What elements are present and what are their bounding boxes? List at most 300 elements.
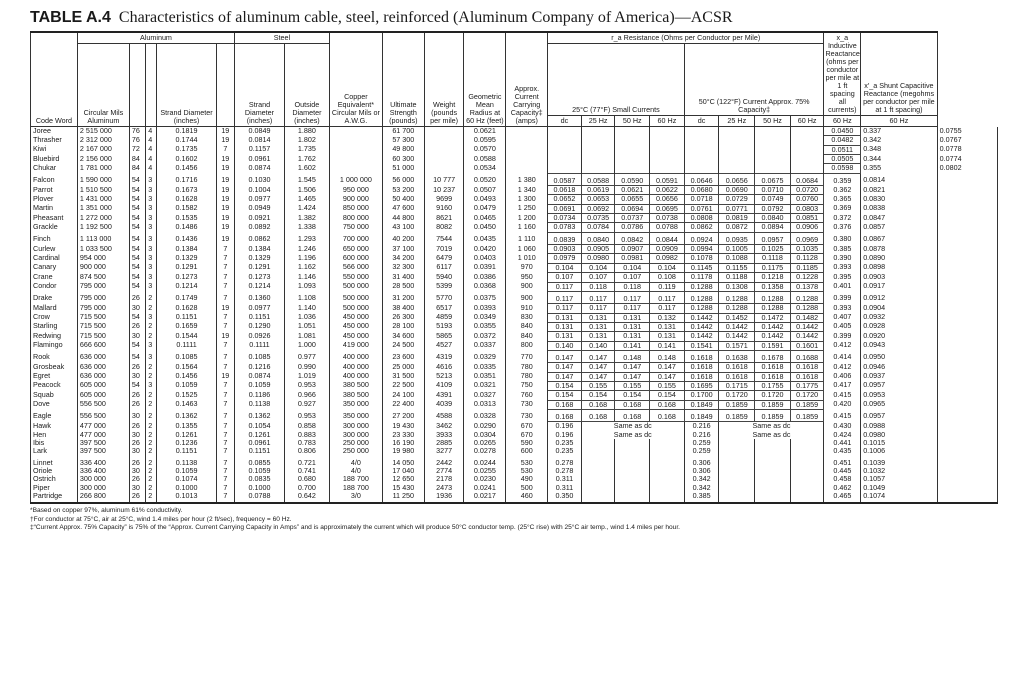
table-cell: 0.0957 [861,381,937,390]
table-cell: 2 [146,332,157,341]
table-cell: 2 [146,304,157,313]
table-row [31,145,998,154]
table-cell: 5770 [424,291,464,303]
table-cell: 72 [129,145,145,154]
table-cell: 54 [129,195,145,204]
table-cell: 84 [129,155,145,164]
table-cell: 0.680 [284,475,329,483]
table-cell [615,164,650,173]
table-cell: 0.147 [615,372,650,381]
table-cell: 0.104 [548,263,582,272]
table-cell: 0.0903 [548,245,582,254]
table-cell: 0.1456 [157,372,216,381]
table-cell [650,492,685,503]
table-cell: 0.0290 [464,422,506,431]
table-cell: 0.0313 [464,400,506,409]
table-cell: 7 [216,431,234,439]
code-word-cell: Grosbeak [31,363,78,372]
table-cell [615,127,650,136]
table-cell: 5865 [424,332,464,341]
table-cell: 0.0328 [464,409,506,421]
code-word-cell: Finch [31,232,78,244]
table-cell: 44 800 [382,214,424,223]
table-cell: 49 800 [382,145,424,154]
table-cell: 336 400 [77,456,129,467]
table-cell: 19 [216,186,234,195]
table-cell: 1.081 [284,332,329,341]
table-cell: 300 000 [329,422,382,431]
table-cell: 1 192 500 [77,223,129,232]
table-cell: 0.417 [824,381,861,390]
table-cell: 0.0375 [464,291,506,303]
table-cell: 1 200 [506,214,548,223]
table-cell: 54 [129,204,145,213]
table-cell: 30 [129,431,145,439]
table-cell: 0.1535 [157,214,216,223]
table-cell: 0.147 [615,363,650,372]
table-cell: 0.0368 [464,282,506,291]
table-caption: Characteristics of aluminum cable, steel, reinforced (Aluminum Company of America)—ACSR [118,9,733,26]
table-row [31,214,998,223]
table-cell: 419 000 [329,341,382,350]
table-cell: 7 [216,282,234,291]
table-cell: 0.168 [650,400,685,409]
table-cell: 0.1591 [755,341,791,350]
table-cell: 1.465 [284,195,329,204]
table-cell [937,456,997,467]
table-cell [548,127,582,136]
table-cell: 0.451 [824,456,861,467]
table-cell [650,127,685,136]
table-cell: 0.147 [548,372,582,381]
table-cell [790,439,824,447]
code-word-cell: Pheasant [31,214,78,223]
table-cell: 0.700 [284,484,329,492]
table-cell: 7 [216,422,234,431]
table-cell: 0.1288 [790,304,824,313]
table-cell: 0.1288 [790,291,824,303]
table-cell [937,332,997,341]
table-cell [937,195,997,204]
table-cell: 0.1178 [684,273,719,282]
table-cell: 0.0838 [861,204,937,213]
table-cell: 0.0588 [464,155,506,164]
table-cell: 0.1151 [157,313,216,322]
table-cell: 15 430 [382,484,424,492]
table-cell: 0.1291 [157,263,216,272]
table-cell: 0.1720 [719,391,755,400]
table-cell: 605 000 [77,381,129,390]
table-body [31,127,998,504]
table-cell: 0.0403 [464,254,506,263]
table-cell: 3462 [424,422,464,431]
table-cell: 0.0734 [548,214,582,223]
table-cell: 0.1059 [157,381,216,390]
table-cell: 0.0957 [755,232,791,244]
table-cell: 0.0847 [861,214,937,223]
table-cell: 0.0760 [790,195,824,204]
table-cell [755,447,791,455]
table-cell: 0.1059 [157,467,216,475]
table-cell: 0.927 [284,400,329,409]
table-cell: 0.0932 [861,313,937,322]
table-cell: 0.0391 [464,263,506,272]
table-cell: 34 600 [382,332,424,341]
table-cell: 0.0386 [464,273,506,282]
table-cell [937,304,997,313]
table-cell: 2 [146,409,157,421]
table-cell: 0.0950 [861,350,937,362]
table-cell [937,439,997,447]
table-cell: 0.1228 [790,273,824,282]
table-cell: 2 [146,422,157,431]
table-cell [581,127,615,136]
table-cell: 7 [216,350,234,362]
code-word-cell: Mallard [31,304,78,313]
table-cell [937,245,997,254]
table-cell: 0.118 [615,282,650,291]
table-cell [650,136,685,145]
table-cell: 0.117 [650,304,685,313]
table-cell: 26 [129,322,145,331]
table-cell [719,447,755,455]
table-cell: 0.1054 [235,422,285,431]
table-cell: 9699 [424,195,464,204]
table-cell: 0.1005 [719,245,755,254]
table-cell: 490 [506,475,548,483]
table-cell: 188 700 [329,484,382,492]
table-cell: 0.0656 [650,195,685,204]
table-cell: 24 500 [382,341,424,350]
table-cell: 7 [216,291,234,303]
table-cell: 0.131 [581,313,615,322]
table-cell: 3 [146,254,157,263]
table-cell [329,127,382,136]
table-cell: 14 050 [382,456,424,467]
table-cell [581,447,615,455]
table-cell: 30 [129,467,145,475]
table-cell: 0.131 [548,313,582,322]
table-cell: 7 [216,456,234,467]
table-cell: 0.1678 [755,350,791,362]
table-cell: 0.1151 [235,313,285,322]
table-cell: 0.1362 [235,409,285,421]
table-row [31,492,998,503]
table-cell: 3 [146,214,157,223]
table-cell: 4616 [424,363,464,372]
table-cell: 7 [216,341,234,350]
table-cell: 780 [506,363,548,372]
code-word-cell: Condor [31,282,78,291]
header-gmr: Geometric Mean Radius at 60 Hz (feet) [464,32,506,127]
table-cell: 54 [129,273,145,282]
table-cell: 0.0979 [548,254,582,263]
table-cell: 840 [506,322,548,331]
table-row [31,475,998,483]
table-cell: 0.0905 [581,245,615,254]
header-outside-diameter: Outside Diameter (inches) [284,44,329,127]
table-cell: 53 200 [382,186,424,195]
table-cell [790,484,824,492]
table-cell: 0.1442 [684,313,719,322]
table-cell: 54 [129,223,145,232]
table-cell: 2 [146,475,157,483]
table-cell: 0.0327 [464,391,506,400]
table-cell: 0.1288 [684,291,719,303]
table-cell: 1.602 [284,164,329,173]
table-cell: 2 [146,291,157,303]
table-cell: 7 [216,145,234,154]
table-cell: 7 [216,263,234,272]
table-cell [650,447,685,455]
table-cell: 2178 [424,475,464,483]
table-cell: 0.1155 [719,263,755,272]
table-cell: 1 431 000 [77,195,129,204]
code-word-cell: Martin [31,204,78,213]
table-cell: 0.1214 [157,282,216,291]
header-50hz-1: 50 Hz [615,116,650,127]
header-aluminum: Aluminum [77,32,234,44]
table-cell: 0.1004 [235,186,285,195]
table-cell [937,431,997,439]
table-cell: 0.0241 [464,484,506,492]
table-cell [937,186,997,195]
table-cell: 0.117 [650,291,685,303]
header-60hz-1: 60 Hz [650,116,685,127]
header-dc-1: dc [548,116,582,127]
table-cell: 0.0906 [790,223,824,232]
code-word-cell: Rook [31,350,78,362]
table-cell [329,145,382,154]
table-cell: 0.0835 [235,475,285,483]
table-cell [937,214,997,223]
table-cell: 500 000 [329,282,382,291]
table-cell: 2 156 000 [77,155,129,164]
table-cell: 0.1859 [790,400,824,409]
header-code-word: Code Word [31,32,78,127]
table-row [31,263,998,272]
table-cell [937,204,997,213]
table-cell: 3 [146,263,157,272]
table-cell: 0.1618 [755,372,791,381]
table-row [31,273,998,282]
table-cell [684,155,719,164]
table-cell [719,484,755,492]
table-cell: 0.0505 [824,155,861,164]
table-cell [615,475,650,483]
table-cell: 1936 [424,492,464,503]
table-cell: 19 [216,372,234,381]
table-cell [719,467,755,475]
table-row [31,456,998,467]
table-cell: 0.0867 [861,232,937,244]
table-cell: 0.0994 [684,245,719,254]
table-cell: 0.0957 [861,409,937,421]
table-cell: 0.147 [548,363,582,372]
table-cell: 0.414 [824,350,861,362]
table-cell: 40 200 [382,232,424,244]
table-cell: 1.246 [284,245,329,254]
table-cell: 700 000 [329,232,382,244]
table-cell: 0.1186 [235,391,285,400]
table-cell: 0.883 [284,431,329,439]
code-word-cell: Oriole [31,467,78,475]
table-cell: 0.196 [548,431,582,439]
table-cell [755,484,791,492]
table-row [31,136,998,145]
table-cell [937,232,997,244]
code-word-cell: Thrasher [31,136,78,145]
table-cell: 0.131 [615,332,650,341]
table-cell [937,467,997,475]
table-cell: 0.155 [581,381,615,390]
table-cell: 76 [129,136,145,145]
table-cell: 0.0898 [861,263,937,272]
table-cell: 0.0808 [684,214,719,223]
table-cell: 19 [216,214,234,223]
table-cell: 31 400 [382,273,424,282]
table-cell: 0.0690 [719,186,755,195]
table-cell [329,136,382,145]
table-cell [615,145,650,154]
table-cell: 730 [506,400,548,409]
table-cell: 23 330 [382,431,424,439]
table-cell: 2 [146,372,157,381]
table-cell: 26 [129,439,145,447]
table-cell: 0.1261 [235,431,285,439]
table-cell [790,155,824,164]
table-cell [650,164,685,173]
table-cell: 0.1618 [684,350,719,362]
table-cell: 7 [216,467,234,475]
table-cell: 22 500 [382,381,424,390]
table-cell: 0.1288 [684,282,719,291]
table-cell: 0.0921 [235,214,285,223]
table-cell: 0.0479 [464,204,506,213]
table-cell: 0.1442 [790,332,824,341]
table-cell: 0.1273 [157,273,216,282]
table-cell: 0.395 [824,273,861,282]
table-cell: 0.1273 [235,273,285,282]
table-cell: 19 [216,136,234,145]
table-cell: 0.0767 [937,136,997,145]
table-cell: 0.420 [824,400,861,409]
table-cell: 950 [506,273,548,282]
table-cell [719,127,755,136]
code-word-cell: Plover [31,195,78,204]
table-cell: 0.278 [548,467,582,475]
table-cell: 0.117 [581,304,615,313]
table-cell: 0.0977 [235,195,285,204]
table-cell: 0.0842 [615,232,650,244]
table-cell: 0.0788 [650,223,685,232]
table-cell: 0.0646 [684,173,719,185]
table-cell [650,155,685,164]
table-cell: 0.390 [824,254,861,263]
table-cell: 0.0680 [684,186,719,195]
table-cell: 950 000 [329,186,382,195]
table-cell: 0.1384 [157,245,216,254]
table-cell: 0.0907 [615,245,650,254]
table-cell [650,145,685,154]
table-cell: 26 [129,400,145,409]
table-cell: 7019 [424,245,464,254]
table-cell: 0.0622 [650,186,685,195]
table-cell: 0.306 [684,456,719,467]
table-cell: 0.1472 [755,313,791,322]
table-cell: 0.0694 [615,204,650,213]
table-cell: 19 [216,332,234,341]
table-cell: 1 300 [506,195,548,204]
table-cell: 0.1288 [684,304,719,313]
table-cell: 380 500 [329,381,382,390]
code-word-cell: Linnet [31,456,78,467]
code-word-cell: Egret [31,372,78,381]
table-cell: 4527 [424,341,464,350]
table-cell [937,223,997,232]
table-cell: 0.1214 [235,282,285,291]
table-cell: 0.401 [824,282,861,291]
table-cell [581,492,615,503]
table-cell: 840 [506,332,548,341]
table-cell: 1.162 [284,263,329,272]
table-cell: 0.1463 [157,400,216,409]
table-cell: 0.1288 [719,291,755,303]
table-cell: 1.000 [284,341,329,350]
table-cell: 19 [216,127,234,136]
table-cell: 0.1735 [157,145,216,154]
code-word-cell: Hen [31,431,78,439]
table-cell: 4 [146,164,157,173]
table-cell: 0.0803 [790,204,824,213]
table-cell [719,155,755,164]
table-cell: 0.990 [284,363,329,372]
table-cell: 0.0965 [861,400,937,409]
table-cell: 715 500 [77,322,129,331]
table-cell: 0.1088 [719,254,755,263]
table-cell: 0.259 [684,439,719,447]
table-cell [790,127,824,136]
table-cell: 0.1111 [235,341,285,350]
table-cell: 0.0393 [464,304,506,313]
table-cell: 780 [506,372,548,381]
table-cell: 0.141 [615,341,650,350]
table-cell [937,409,997,421]
table-cell: 30 [129,409,145,421]
code-word-cell: Eagle [31,409,78,421]
header-ultimate-strength: Ultimate Strength (pounds) [382,32,424,127]
table-cell: 0.154 [581,391,615,400]
table-cell: 30 [129,304,145,313]
table-cell [650,467,685,475]
table-cell: 7 [216,254,234,263]
table-cell: 380 500 [329,391,382,400]
table-cell: 2 [146,363,157,372]
table-cell: 0.1358 [755,282,791,291]
table-cell: 76 [129,127,145,136]
table-cell: 2 [146,431,157,439]
header-steel: Steel [235,32,330,44]
table-cell: 1.506 [284,186,329,195]
table-cell: 0.0372 [464,332,506,341]
table-cell: 0.0278 [464,447,506,455]
table-cell: 0.1378 [790,282,824,291]
code-word-cell: Drake [31,291,78,303]
table-cell: 0.0840 [755,214,791,223]
table-cell [755,456,791,467]
table-cell: 900 000 [329,195,382,204]
table-cell [548,164,582,173]
